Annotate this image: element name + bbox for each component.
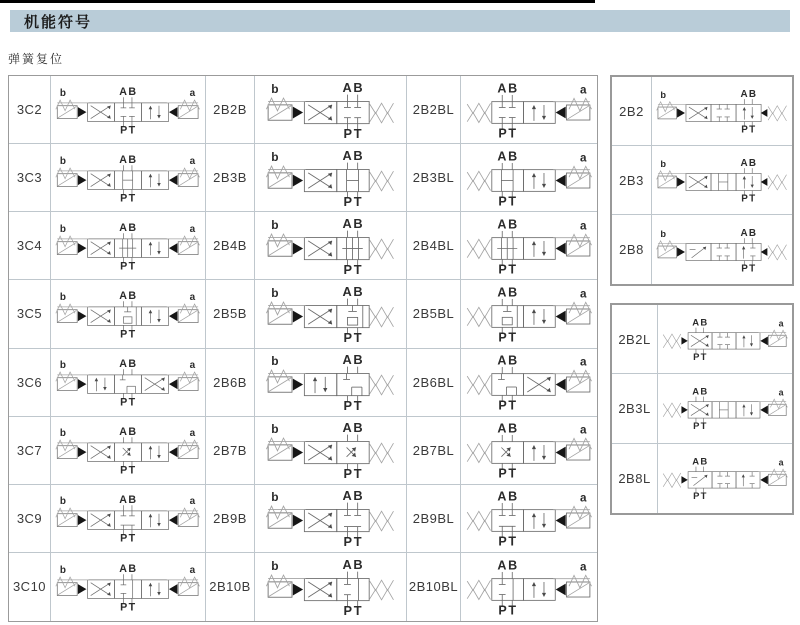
valve-symbol bbox=[461, 553, 597, 621]
svg-text:AB: AB bbox=[119, 494, 138, 507]
svg-text:a: a bbox=[580, 560, 587, 574]
svg-text:AB: AB bbox=[740, 227, 758, 239]
valve-symbol bbox=[461, 349, 597, 417]
svg-text:PT: PT bbox=[343, 261, 364, 275]
svg-text:a: a bbox=[580, 491, 587, 505]
svg-text:AB: AB bbox=[342, 421, 365, 436]
valve-symbol bbox=[652, 77, 792, 146]
svg-text:a: a bbox=[778, 387, 784, 398]
svg-text:a: a bbox=[189, 291, 196, 303]
valve-code: 2B8L bbox=[612, 444, 658, 513]
side-table-no-spring-offset bbox=[610, 75, 794, 286]
valve-symbol bbox=[658, 444, 792, 513]
valve-symbol bbox=[255, 212, 407, 280]
svg-text:PT: PT bbox=[120, 260, 137, 273]
main-table bbox=[8, 75, 598, 622]
svg-text:AB: AB bbox=[342, 489, 365, 504]
valve-code: 2B10B bbox=[206, 553, 255, 621]
svg-text:PT: PT bbox=[120, 328, 137, 341]
svg-text:b: b bbox=[271, 217, 279, 232]
svg-text:a: a bbox=[189, 564, 196, 576]
section-header bbox=[10, 10, 790, 32]
svg-text:a: a bbox=[189, 496, 196, 508]
svg-text:b: b bbox=[271, 558, 279, 573]
valve-symbol bbox=[658, 305, 792, 374]
valve-code: 2B6BL bbox=[407, 349, 461, 417]
svg-text:AB: AB bbox=[342, 216, 365, 231]
valve-symbol bbox=[461, 485, 597, 553]
valve-symbol bbox=[51, 280, 206, 348]
svg-text:a: a bbox=[189, 155, 196, 167]
svg-text:AB: AB bbox=[342, 557, 365, 573]
valve-code: 2B2BL bbox=[407, 76, 461, 144]
svg-text:b: b bbox=[271, 490, 279, 505]
valve-symbol bbox=[255, 553, 407, 621]
svg-text:b: b bbox=[60, 223, 67, 235]
svg-text:b: b bbox=[60, 427, 67, 439]
svg-text:b: b bbox=[60, 155, 67, 167]
svg-text:PT: PT bbox=[693, 421, 708, 433]
svg-text:PT: PT bbox=[343, 193, 364, 207]
valve-code: 2B2 bbox=[612, 77, 652, 146]
svg-text:AB: AB bbox=[497, 217, 519, 232]
svg-text:AB: AB bbox=[497, 421, 519, 436]
valve-code: 2B5B bbox=[206, 280, 255, 348]
valve-code: 2B4B bbox=[206, 212, 255, 280]
valve-symbol bbox=[461, 76, 597, 144]
svg-text:b: b bbox=[60, 87, 67, 99]
svg-text:AB: AB bbox=[497, 489, 519, 504]
valve-code: 2B7BL bbox=[407, 417, 461, 485]
svg-text:PT: PT bbox=[498, 262, 518, 275]
subsection-title: 弹簧复位 bbox=[8, 52, 65, 66]
svg-text:AB: AB bbox=[342, 284, 365, 300]
svg-text:PT: PT bbox=[693, 351, 708, 363]
valve-symbol bbox=[461, 212, 597, 280]
svg-text:PT: PT bbox=[343, 398, 364, 412]
svg-text:AB: AB bbox=[119, 221, 138, 234]
svg-text:PT: PT bbox=[498, 466, 518, 480]
svg-text:AB: AB bbox=[497, 149, 519, 164]
svg-text:AB: AB bbox=[119, 153, 138, 166]
svg-text:b: b bbox=[660, 89, 667, 100]
svg-text:PT: PT bbox=[741, 193, 757, 205]
svg-text:AB: AB bbox=[740, 89, 758, 101]
valve-symbol bbox=[652, 215, 792, 284]
svg-text:b: b bbox=[271, 81, 279, 96]
svg-text:b: b bbox=[271, 285, 279, 300]
svg-text:a: a bbox=[189, 427, 196, 439]
svg-text:PT: PT bbox=[693, 491, 708, 503]
valve-code: 2B3L bbox=[612, 374, 658, 443]
svg-text:b: b bbox=[660, 228, 667, 239]
svg-text:PT: PT bbox=[120, 464, 137, 477]
valve-symbol bbox=[51, 349, 206, 417]
svg-text:PT: PT bbox=[120, 192, 137, 205]
valve-symbol bbox=[255, 417, 407, 485]
svg-text:a: a bbox=[580, 423, 587, 437]
svg-text:PT: PT bbox=[498, 534, 518, 548]
svg-text:a: a bbox=[189, 223, 196, 235]
svg-text:b: b bbox=[271, 422, 279, 437]
valve-code: 2B2B bbox=[206, 76, 255, 144]
svg-text:PT: PT bbox=[120, 396, 137, 409]
svg-text:a: a bbox=[778, 457, 784, 468]
svg-text:b: b bbox=[60, 359, 67, 371]
valve-symbol bbox=[255, 144, 407, 212]
svg-text:a: a bbox=[189, 87, 196, 99]
svg-text:PT: PT bbox=[741, 124, 757, 136]
svg-text:PT: PT bbox=[120, 532, 137, 545]
svg-text:PT: PT bbox=[741, 263, 757, 275]
svg-text:PT: PT bbox=[498, 603, 518, 616]
svg-text:AB: AB bbox=[119, 290, 138, 302]
svg-text:a: a bbox=[580, 287, 587, 301]
svg-text:AB: AB bbox=[692, 457, 709, 469]
svg-text:AB: AB bbox=[119, 426, 138, 439]
svg-text:PT: PT bbox=[343, 603, 364, 616]
svg-text:AB: AB bbox=[119, 358, 138, 371]
svg-text:b: b bbox=[60, 564, 67, 576]
svg-text:b: b bbox=[660, 158, 667, 169]
valve-code: 3C2 bbox=[9, 76, 51, 144]
svg-text:PT: PT bbox=[498, 126, 518, 139]
svg-text:AB: AB bbox=[740, 158, 758, 170]
valve-code: 2B10BL bbox=[407, 553, 461, 621]
valve-symbol bbox=[51, 212, 206, 280]
valve-symbol bbox=[255, 280, 407, 348]
svg-text:a: a bbox=[580, 82, 587, 96]
valve-code: 2B2L bbox=[612, 305, 658, 374]
valve-code: 2B7B bbox=[206, 417, 255, 485]
svg-text:b: b bbox=[60, 291, 67, 303]
page-title: 机能符号 bbox=[24, 13, 93, 31]
svg-text:PT: PT bbox=[120, 601, 137, 614]
svg-text:AB: AB bbox=[497, 353, 519, 368]
valve-code: 3C7 bbox=[9, 417, 51, 485]
svg-text:b: b bbox=[271, 354, 279, 369]
svg-text:PT: PT bbox=[343, 534, 364, 548]
svg-text:AB: AB bbox=[497, 558, 519, 573]
valve-symbol bbox=[461, 280, 597, 348]
valve-code: 2B9B bbox=[206, 485, 255, 553]
svg-text:AB: AB bbox=[692, 387, 709, 399]
svg-text:AB: AB bbox=[342, 353, 365, 368]
valve-symbol bbox=[652, 146, 792, 215]
svg-text:PT: PT bbox=[498, 398, 518, 412]
valve-symbol bbox=[255, 485, 407, 553]
svg-text:b: b bbox=[271, 149, 279, 164]
top-rule bbox=[0, 0, 595, 3]
valve-code: 3C4 bbox=[9, 212, 51, 280]
svg-text:PT: PT bbox=[343, 125, 364, 139]
valve-symbol bbox=[255, 76, 407, 144]
valve-symbol bbox=[255, 349, 407, 417]
svg-text:a: a bbox=[189, 359, 196, 371]
svg-text:PT: PT bbox=[120, 124, 137, 137]
valve-symbol bbox=[51, 144, 206, 212]
valve-symbol bbox=[51, 485, 206, 553]
valve-symbol bbox=[51, 553, 206, 621]
svg-text:PT: PT bbox=[498, 330, 518, 343]
valve-code: 2B6B bbox=[206, 349, 255, 417]
svg-text:AB: AB bbox=[342, 80, 365, 95]
valve-code: 3C10 bbox=[9, 553, 51, 621]
svg-text:AB: AB bbox=[497, 81, 519, 96]
svg-text:PT: PT bbox=[343, 466, 364, 480]
valve-symbol bbox=[461, 144, 597, 212]
svg-text:a: a bbox=[580, 150, 587, 164]
svg-text:AB: AB bbox=[692, 317, 709, 329]
valve-code: 2B8 bbox=[612, 215, 652, 284]
valve-code: 2B9BL bbox=[407, 485, 461, 553]
valve-code: 2B3 bbox=[612, 146, 652, 215]
valve-symbol bbox=[51, 417, 206, 485]
valve-code: 2B3BL bbox=[407, 144, 461, 212]
valve-symbol bbox=[461, 417, 597, 485]
valve-code: 3C5 bbox=[9, 280, 51, 348]
valve-code: 2B5BL bbox=[407, 280, 461, 348]
svg-text:AB: AB bbox=[342, 148, 365, 163]
svg-text:a: a bbox=[580, 219, 587, 233]
svg-text:b: b bbox=[60, 496, 67, 508]
valve-code: 2B4BL bbox=[407, 212, 461, 280]
valve-code: 3C3 bbox=[9, 144, 51, 212]
svg-text:AB: AB bbox=[119, 563, 138, 575]
valve-code: 3C6 bbox=[9, 349, 51, 417]
valve-symbol bbox=[51, 76, 206, 144]
svg-text:PT: PT bbox=[498, 194, 518, 207]
valve-symbol bbox=[658, 374, 792, 443]
valve-code: 2B3B bbox=[206, 144, 255, 212]
svg-text:a: a bbox=[580, 355, 587, 369]
svg-text:AB: AB bbox=[497, 285, 519, 300]
svg-text:PT: PT bbox=[343, 330, 364, 343]
valve-code: 3C9 bbox=[9, 485, 51, 553]
svg-text:AB: AB bbox=[119, 85, 138, 98]
svg-text:a: a bbox=[778, 318, 784, 329]
side-table-no-spring-offset-left bbox=[610, 303, 794, 515]
